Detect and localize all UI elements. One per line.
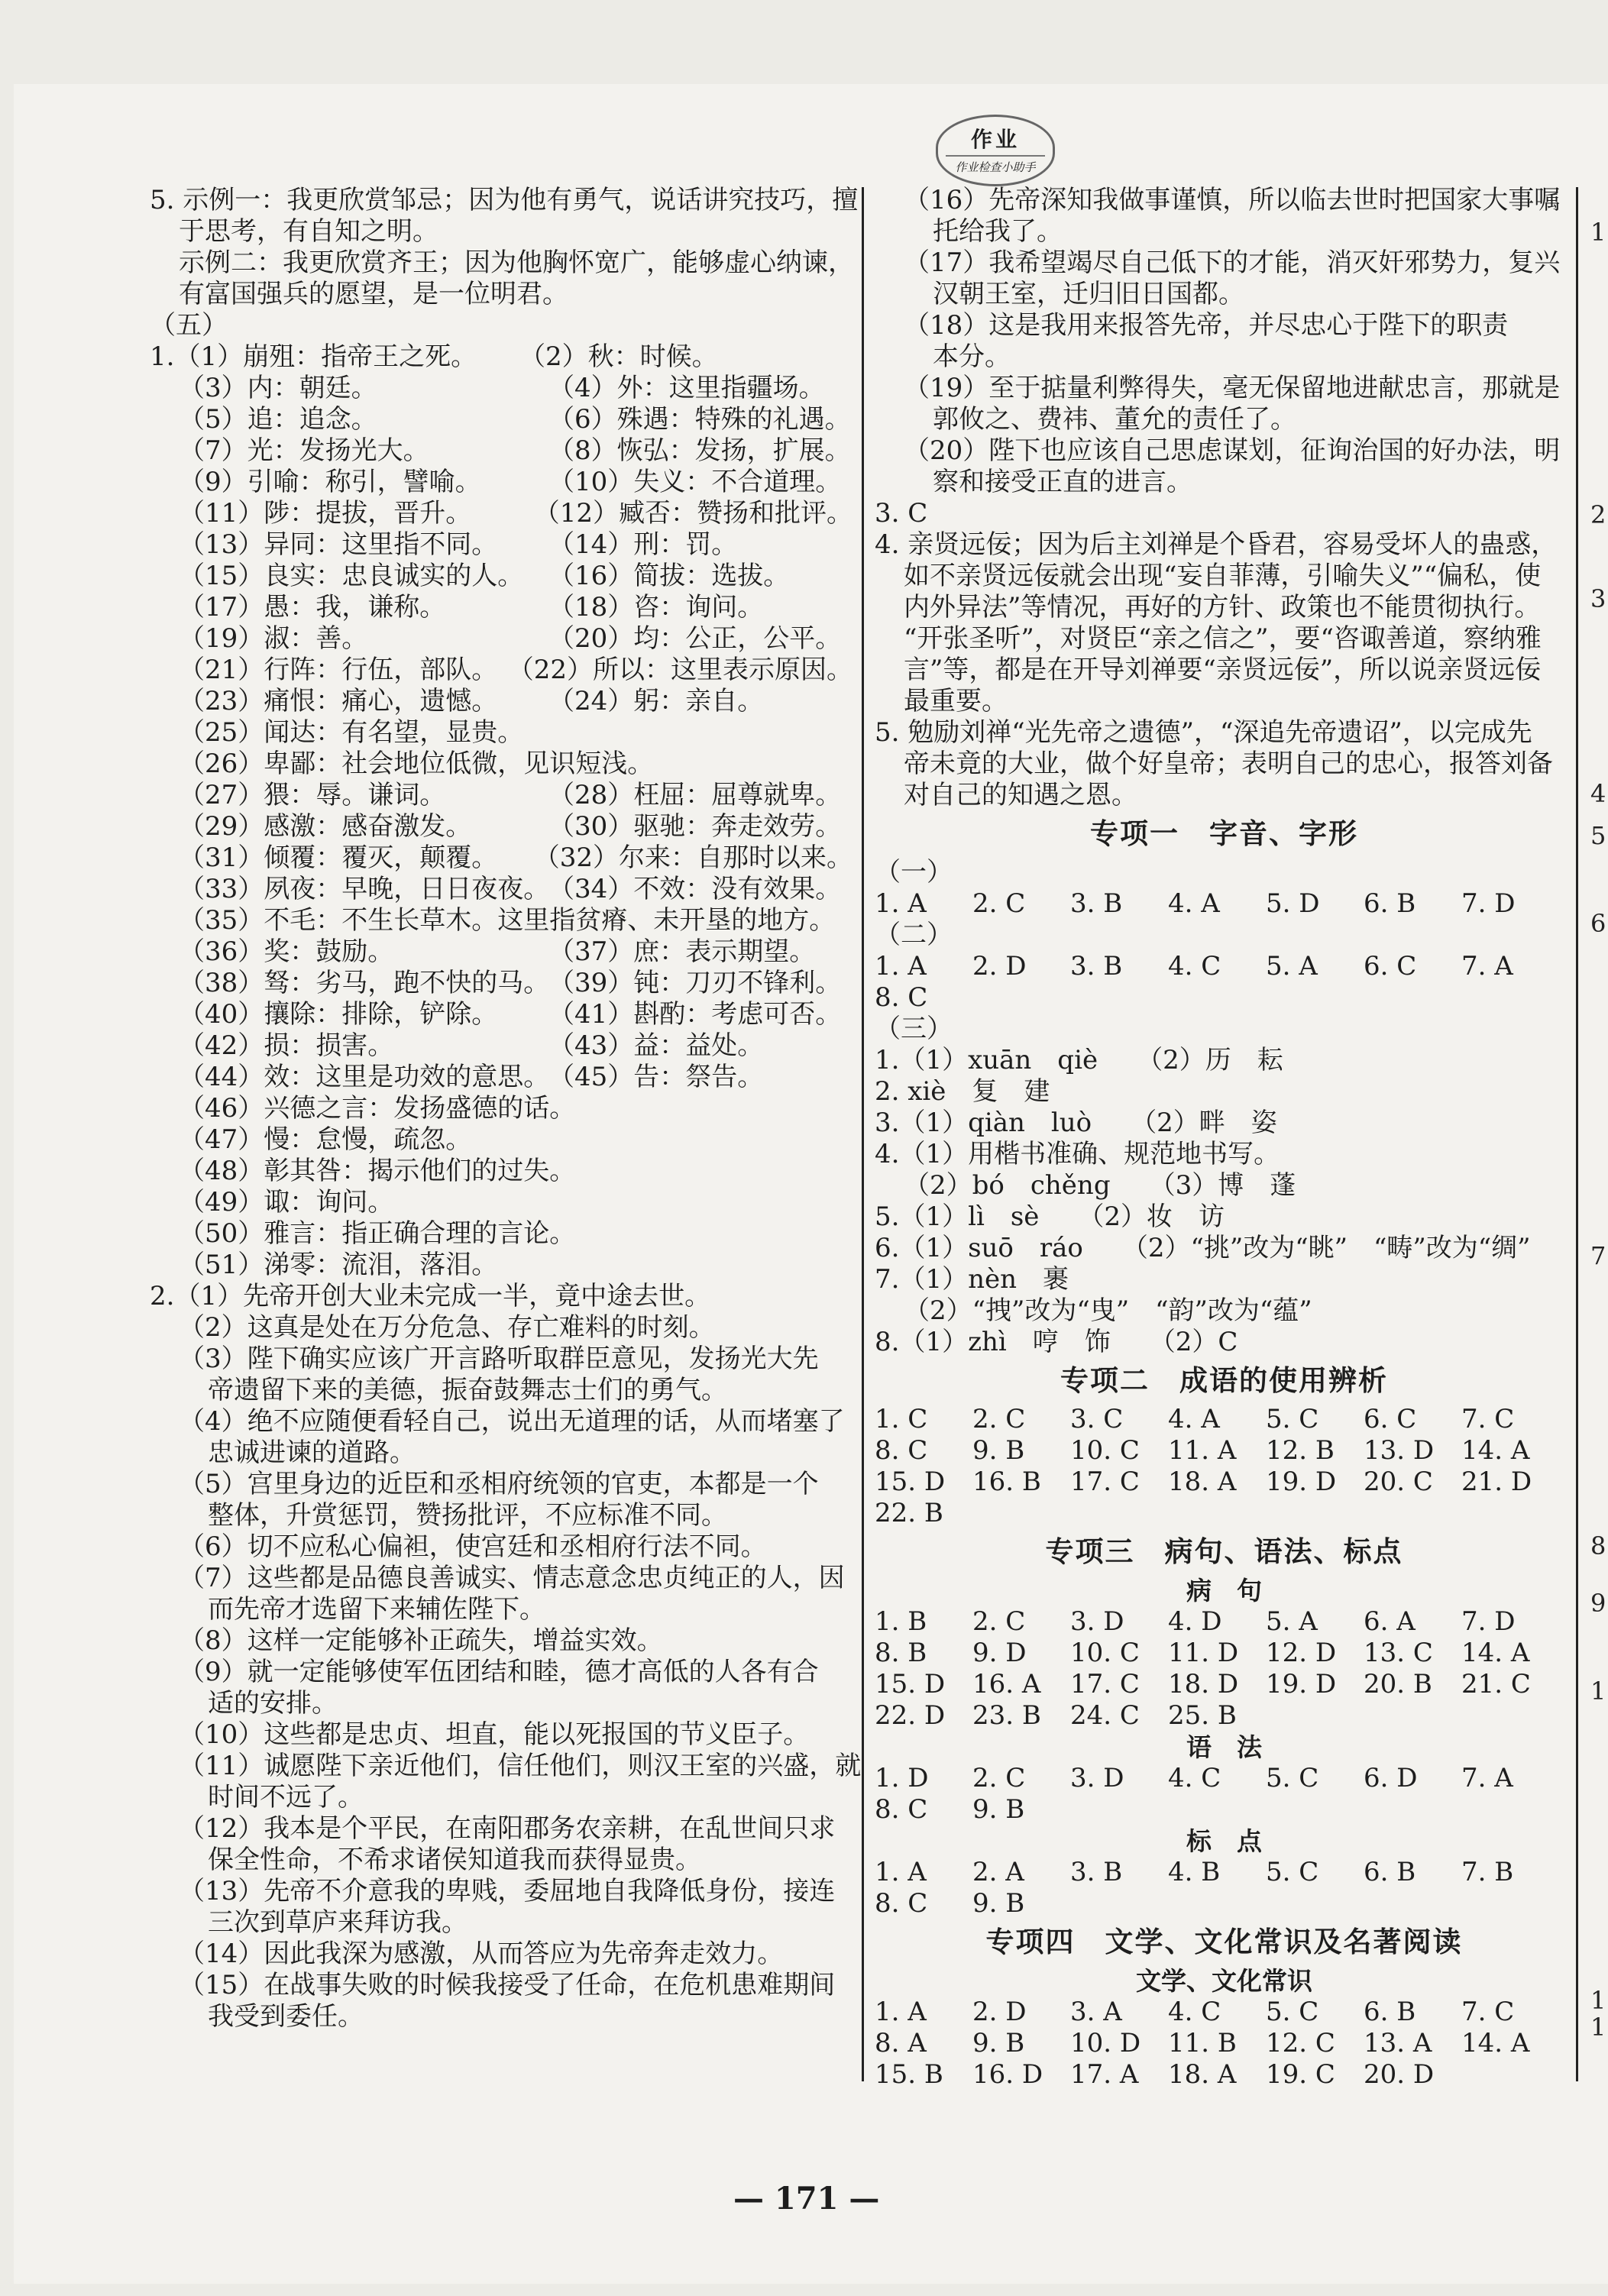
- text-line: 有富国强兵的愿望，是一位明君。: [179, 279, 568, 309]
- answer-item: 1. A: [875, 951, 927, 981]
- text-line: （6）切不应私心偏袒，使宫廷和丞相府行法不同。: [179, 1531, 767, 1562]
- answer-item: 11. A: [1168, 1435, 1237, 1466]
- answer-item: （17）愚：我，谦称。: [179, 592, 446, 623]
- answer-pair: [150, 1062, 853, 1093]
- answer-item: （9）引喻：称引，譬喻。: [179, 467, 481, 497]
- column-divider: [862, 187, 864, 2081]
- answer-pair: [150, 999, 853, 1030]
- text-line: （12）我本是个平民，在南阳郡务农亲耕，在乱世间只求: [179, 1813, 836, 1844]
- text-line: 对自己的知遇之恩。: [904, 780, 1137, 810]
- answer-item: 4. C: [1168, 1763, 1221, 1793]
- answer-item: 15. B: [875, 2059, 943, 2090]
- edge-mark: 9: [1590, 1589, 1606, 1618]
- section-title-2: 专项二 成语的使用辨析: [1060, 1364, 1388, 1397]
- answer-item: 16. A: [972, 1669, 1041, 1699]
- text-line: 时间不远了。: [208, 1782, 364, 1813]
- answer-item: 6. B: [1364, 1857, 1416, 1887]
- answer-item: 4. D: [1168, 1606, 1222, 1637]
- subsection-title: 标 点: [1186, 1826, 1262, 1856]
- answer-item: 2. C: [972, 888, 1026, 919]
- answer-item: 14. A: [1461, 2028, 1530, 2058]
- answer-item: 2. C: [972, 1606, 1026, 1637]
- edge-mark: 1: [1590, 1677, 1606, 1706]
- answer-row: [875, 951, 1574, 982]
- answer-item: 8. A: [875, 2028, 927, 2058]
- text-line: （19）至于掂量利弊得失，毫无保留地进献忠言，那就是: [904, 373, 1561, 403]
- answer-row: [875, 1857, 1574, 1888]
- answer-item: （7）光：发扬光大。: [179, 435, 429, 466]
- answer-pair: [150, 655, 853, 686]
- answer-item: 8. C: [875, 1794, 928, 1825]
- answer-item: （5）追：追念。: [179, 404, 377, 435]
- answer-item: 9. B: [972, 1888, 1025, 1919]
- answer-item: 3. B: [1070, 888, 1123, 919]
- answer-item: （22）所以：这里表示原因。: [507, 655, 853, 685]
- answer-item: 5. C: [1266, 1404, 1319, 1434]
- answer-item: （29）感激：感奋激发。: [179, 811, 472, 842]
- answer-item: （36）奖：鼓励。: [179, 936, 394, 967]
- answer-item: 5. C: [1266, 1763, 1319, 1793]
- answer-item: 20. C: [1364, 1467, 1433, 1497]
- answer-item: （13）异同：这里指不同。: [179, 529, 498, 560]
- answer-item: 13. D: [1364, 1435, 1435, 1466]
- subsection-title: 病 句: [1186, 1576, 1262, 1606]
- answer-pair: [150, 686, 853, 717]
- answer-item: （10）失义：不合道理。: [548, 467, 842, 497]
- answer-item: 3. A: [1070, 1997, 1122, 2027]
- answer-item: （37）庶：表示期望。: [548, 936, 816, 967]
- text-line: （48）彰其咎：揭示他们的过失。: [179, 1156, 576, 1186]
- edge-mark: 1: [1590, 1986, 1606, 2015]
- answer-item: 15. D: [875, 1467, 946, 1497]
- answer-item: 1.（1）崩殂：指帝王之死。: [150, 341, 477, 372]
- text-line: （2）bó chěng （3）博 蓬: [904, 1170, 1296, 1201]
- answer-item: 6. C: [1364, 951, 1417, 981]
- answer-item: 12. B: [1266, 1435, 1335, 1466]
- answer-item: （38）驽：劣马，跑不快的马。: [179, 968, 550, 998]
- answer-item: 20. D: [1364, 2059, 1435, 2090]
- text-line: 郭攸之、费祎、董允的责任了。: [933, 404, 1296, 435]
- answer-item: 12. D: [1266, 1638, 1337, 1668]
- answer-item: 5. C: [1266, 1857, 1319, 1887]
- answer-item: 9. D: [972, 1638, 1027, 1668]
- text-line: （4）绝不应随便看轻自己，说出无道理的话，从而堵塞了: [179, 1406, 845, 1437]
- text-line: （5）宫里身边的近臣和丞相府统领的官吏，本都是一个: [179, 1469, 819, 1499]
- answer-item: 19. D: [1266, 1467, 1337, 1497]
- answer-row: [875, 1404, 1574, 1435]
- text-line: 托给我了。: [933, 216, 1063, 247]
- answer-item: 7. D: [1461, 888, 1516, 919]
- answer-item: （4）外：这里指疆场。: [548, 373, 825, 403]
- answer-item: 1. D: [875, 1763, 929, 1793]
- answer-item: 2. D: [972, 1997, 1027, 2027]
- text-line: （13）先帝不介意我的卑贱，委屈地自我降低身份，接连: [179, 1876, 836, 1906]
- answer-item: 12. C: [1266, 2028, 1335, 2058]
- text-line: 4. 亲贤远佞；因为后主刘禅是个昏君，容易受坏人的蛊惑，: [875, 529, 1558, 560]
- text-line: 察和接受正直的进言。: [933, 467, 1192, 497]
- text-line: 适的安排。: [208, 1688, 338, 1719]
- answer-row: [875, 1997, 1574, 2028]
- answer-item: 20. B: [1364, 1669, 1432, 1699]
- answer-item: 7. C: [1461, 1404, 1515, 1434]
- answer-row: [875, 1638, 1574, 1669]
- answer-item: （32）尔来：自那时以来。: [533, 842, 853, 873]
- answer-item: 7. A: [1461, 951, 1513, 981]
- text-line: “开张圣听”，对贤臣“亲之信之”，要“咨诹善道，察纳雅: [904, 623, 1542, 654]
- left-column: [150, 185, 862, 2032]
- answer-pair: [150, 529, 853, 561]
- edge-mark: 5: [1590, 821, 1606, 850]
- answer-item: 13. C: [1364, 1638, 1433, 1668]
- right-edge-line: [1576, 187, 1578, 2081]
- answer-pair: [150, 498, 853, 529]
- text-line: 5. 勉励刘禅“光先帝之遗德”，“深追先帝遗诏”，以完成先: [875, 717, 1532, 748]
- answer-item: 6. A: [1364, 1606, 1415, 1637]
- text-line: 内外异法”等情况，再好的方针、政策也不能贯彻执行。: [904, 592, 1541, 623]
- edge-mark: 6: [1590, 909, 1606, 938]
- answer-item: 1. A: [875, 1857, 927, 1887]
- text-line: 示例二：我更欣赏齐王；因为他胸怀宽广，能够虚心纳谏，: [179, 247, 854, 278]
- text-line: 如不亲贤远佞就会出现“妄自菲薄，引喻失义”“偏私，使: [904, 561, 1542, 591]
- answer-item: 25. B: [1168, 1700, 1237, 1731]
- section-title-4: 专项四 文学、文化常识及名著阅读: [985, 1926, 1463, 1958]
- answer-item: 17. C: [1070, 1669, 1140, 1699]
- answer-item: 3. B: [1070, 1857, 1123, 1887]
- answer-item: 9. B: [972, 1435, 1025, 1466]
- text-line: 汉朝王室，迁归旧日国都。: [933, 279, 1244, 309]
- answer-row: [875, 2059, 1574, 2091]
- answer-item: 23. B: [972, 1700, 1041, 1731]
- answer-item: （14）刑：罚。: [548, 529, 738, 560]
- text-line: 4.（1）用楷书准确、规范地书写。: [875, 1139, 1280, 1169]
- answer-item: 22. D: [875, 1700, 946, 1731]
- answer-item: 4. B: [1168, 1857, 1221, 1887]
- text-line: 保全性命，不希求诸侯知道我而获得显贵。: [208, 1845, 701, 1875]
- answer-item: （33）夙夜：早晚，日日夜夜。: [179, 874, 550, 904]
- text-line: （15）在战事失败的时候我接受了任命，在危机患难期间: [179, 1970, 836, 2000]
- answer-pair: [150, 936, 853, 968]
- text-line: （五）: [150, 310, 228, 341]
- section-title-3: 专项三 病句、语法、标点: [1045, 1535, 1403, 1568]
- answer-item: （15）良实：忠良诚实的人。: [179, 561, 524, 591]
- answer-pair: [150, 623, 853, 655]
- edge-mark: 2: [1590, 500, 1606, 529]
- answer-item: 3. C: [1070, 1404, 1124, 1434]
- answer-row: [875, 1467, 1574, 1498]
- text-line: （2）这真是处在万分危急、存亡难料的时刻。: [179, 1312, 715, 1343]
- answer-item: 14. A: [1461, 1435, 1530, 1466]
- answer-item: 4. A: [1168, 888, 1220, 919]
- answer-item: 14. A: [1461, 1638, 1530, 1668]
- text-line: 6.（1）suō ráo （2）“挑”改为“眺” “畴”改为“绸”: [875, 1233, 1531, 1263]
- answer-item: （34）不效：没有效果。: [548, 874, 842, 904]
- answer-row: [875, 1763, 1574, 1794]
- answer-item: 8. B: [875, 1638, 927, 1668]
- subsection-title: 文学、文化常识: [1136, 1966, 1312, 1996]
- answer-pair: [150, 780, 853, 811]
- pinyin-answers: [875, 1045, 1574, 1358]
- answer-row: [875, 1435, 1574, 1467]
- text-line: 3.（1）qiàn luò （2）畔 姿: [875, 1108, 1277, 1138]
- answer-item: 21. D: [1461, 1467, 1532, 1497]
- answer-row: [875, 1669, 1574, 1700]
- text-line: （9）就一定能够使军伍团结和睦，德才高低的人各有合: [179, 1657, 819, 1687]
- answer-pair: [150, 373, 853, 404]
- answer-item: （12）臧否：赞扬和批评。: [533, 498, 853, 529]
- right-top-block: [875, 185, 1574, 811]
- answer-pair: [150, 874, 853, 905]
- answer-item: （21）行阵：行伍，部队。: [179, 655, 498, 685]
- answer-item: （24）躬：亲自。: [548, 686, 764, 716]
- page-number: — 171 —: [733, 2181, 880, 2217]
- text-line: 整体，升赏惩罚，赞扬批评，不应标准不同。: [208, 1500, 727, 1531]
- answer-item: 3. D: [1070, 1606, 1124, 1637]
- answer-item: 10. C: [1070, 1435, 1140, 1466]
- answer-item: 7. B: [1461, 1857, 1514, 1887]
- subsection-title: 语 法: [1186, 1732, 1262, 1762]
- edge-mark: 1: [1590, 2013, 1606, 2042]
- text-line: （16）先帝深知我做事谨慎，所以临去世时把国家大事嘱: [904, 185, 1561, 215]
- answer-item: 1. A: [875, 1997, 927, 2027]
- text-line: 而先帝才选留下来辅佐陛下。: [208, 1594, 545, 1625]
- text-line: 帝遗留下来的美德，振奋鼓舞志士们的勇气。: [208, 1375, 727, 1405]
- text-line: 3. C: [875, 498, 928, 529]
- text-line: 三次到草庐来拜访我。: [208, 1907, 468, 1938]
- answer-item: （40）攘除：排除，铲除。: [179, 999, 498, 1030]
- text-line: （17）我希望竭尽自己低下的才能，消灭奸邪势力，复兴: [904, 247, 1561, 278]
- answer-row: [875, 1888, 1574, 1919]
- answer-item: 4. C: [1168, 1997, 1221, 2027]
- answer-item: 11. B: [1168, 2028, 1237, 2058]
- answer-item: （43）益：益处。: [548, 1030, 764, 1061]
- answer-item: 16. B: [972, 1467, 1041, 1497]
- answer-pair: [150, 1030, 853, 1062]
- answer-item: （44）效：这里是功效的意思。: [179, 1062, 550, 1092]
- text-line: 于思考，有自知之明。: [179, 216, 438, 247]
- answer-item: 22. B: [875, 1498, 943, 1528]
- answer-item: （2）秋：时候。: [519, 341, 718, 372]
- answer-item: 5. A: [1266, 1606, 1318, 1637]
- text-line: （35）不毛：不生长草木。这里指贫瘠、未开垦的地方。: [179, 905, 836, 936]
- answer-item: （8）恢弘：发扬，扩展。: [548, 435, 851, 466]
- answer-item: 9. B: [972, 2028, 1025, 2058]
- part-label: （一）: [875, 857, 953, 888]
- text-line: （8）这样一定能够补正疏失，增益实效。: [179, 1625, 663, 1656]
- answer-item: 6. D: [1364, 1763, 1418, 1793]
- answer-item: （42）损：损害。: [179, 1030, 394, 1061]
- answer-pair: [150, 467, 853, 498]
- answer-pair: [150, 341, 853, 373]
- answer-item: （28）枉屈：屈尊就卑。: [548, 780, 842, 810]
- section-title-1: 专项一 字音、字形: [1090, 817, 1358, 850]
- edge-mark: 8: [1590, 1531, 1606, 1560]
- answer-item: 18. A: [1168, 2059, 1237, 2090]
- answer-item: 19. D: [1266, 1669, 1337, 1699]
- answer-row: [875, 2028, 1574, 2059]
- answer-item: 5. A: [1266, 951, 1318, 981]
- answer-pair: [150, 592, 853, 623]
- answer-item: 7. C: [1461, 1997, 1515, 2027]
- text-line: 1.（1）xuān qiè （2）历 耘: [875, 1045, 1283, 1075]
- text-line: （3）陛下确实应该广开言路听取群臣意见，发扬光大先: [179, 1344, 819, 1374]
- answer-pair: [150, 404, 853, 435]
- text-line: （47）慢：怠慢，疏忽。: [179, 1124, 472, 1155]
- text-line: （10）这些都是忠贞、坦直，能以死报国的节义臣子。: [179, 1719, 810, 1750]
- answer-row: [875, 888, 1574, 920]
- answer-item: 24. C: [1070, 1700, 1140, 1731]
- text-line: （20）陛下也应该自己思虑谋划，征询治国的好办法，明: [904, 435, 1561, 466]
- answer-item: 18. A: [1168, 1467, 1237, 1497]
- answer-row: [875, 1606, 1574, 1638]
- answer-item: 17. C: [1070, 1467, 1140, 1497]
- text-line: 8.（1）zhì 哼 饰 （2）C: [875, 1327, 1238, 1357]
- answer-item: 5. D: [1266, 888, 1320, 919]
- edge-mark: 4: [1590, 779, 1606, 808]
- answer-item: 1. C: [875, 1404, 928, 1434]
- answer-item: 10. D: [1070, 2028, 1141, 2058]
- answer-item: 18. D: [1168, 1669, 1239, 1699]
- text-line: 帝未竟的大业，做个好皇帝；表明自己的忠心，报答刘备: [904, 749, 1553, 779]
- answer-item: 13. A: [1364, 2028, 1432, 2058]
- answer-item: （23）痛恨：痛心，遗憾。: [179, 686, 498, 716]
- text-line: 言”等，都是在开导刘禅要“亲贤远佞”，所以说亲贤远佞: [904, 655, 1542, 685]
- answer-pair: [150, 842, 853, 874]
- text-line: 2.（1）先帝开创大业未完成一半，竟中途去世。: [150, 1281, 711, 1311]
- answer-item: （20）均：公正，公平。: [548, 623, 842, 654]
- answer-item: 8. C: [875, 1435, 928, 1466]
- answer-item: （41）斟酌：考虑可否。: [548, 999, 842, 1030]
- answer-pair: [150, 968, 853, 999]
- answer-item: 11. D: [1168, 1638, 1239, 1668]
- answer-item: （39）钝：刀刃不锋利。: [548, 968, 842, 998]
- answer-pair: [150, 435, 853, 467]
- answer-item: （11）陟：提拔，晋升。: [179, 498, 472, 529]
- answer-item: 1. A: [875, 888, 927, 919]
- answer-item: 8. C: [875, 982, 928, 1013]
- part-label: （二）: [875, 920, 953, 950]
- text-line: （7）这些都是品德良善诚实、情志意念忠贞纯正的人，因: [179, 1563, 845, 1593]
- answer-item: 6. B: [1364, 1997, 1416, 2027]
- text-line: （51）涕零：流泪，落泪。: [179, 1250, 498, 1280]
- answer-item: （16）简拔：选拔。: [548, 561, 790, 591]
- answer-item: （45）告：祭告。: [548, 1062, 764, 1092]
- answer-item: （31）倾覆：覆灭，颠覆。: [179, 842, 498, 873]
- answer-item: 2. C: [972, 1763, 1026, 1793]
- answer-item: （6）殊遇：特殊的礼遇。: [548, 404, 851, 435]
- answer-row: [875, 1794, 1574, 1825]
- answer-item: 4. A: [1168, 1404, 1220, 1434]
- watermark-logo: [936, 115, 1055, 186]
- text-line: （18）这是我用来报答先帝，并尽忠心于陛下的职责: [904, 310, 1509, 341]
- answer-item: 10. C: [1070, 1638, 1140, 1668]
- edge-mark: 7: [1590, 1241, 1606, 1270]
- answer-pair: [150, 811, 853, 842]
- text-line: 5. 示例一：我更欣赏邹忌；因为他有勇气，说话讲究技巧，擅: [150, 185, 859, 215]
- text-line: （49）诹：询问。: [179, 1187, 394, 1218]
- answer-item: （18）咨：询问。: [548, 592, 764, 623]
- text-line: 5.（1）lì sè （2）妆 访: [875, 1201, 1225, 1232]
- answer-item: 21. C: [1461, 1669, 1531, 1699]
- answer-item: 9. B: [972, 1794, 1025, 1825]
- answer-row: [875, 1700, 1574, 1732]
- answer-item: 6. C: [1364, 1404, 1417, 1434]
- answer-item: 7. D: [1461, 1606, 1516, 1637]
- answer-item: （27）猥：辱。谦词。: [179, 780, 446, 810]
- answer-item: 6. B: [1364, 888, 1416, 919]
- text-line: （11）诚愿陛下亲近他们，信任他们，则汉王室的兴盛，就: [179, 1751, 862, 1781]
- edge-mark: 1: [1590, 218, 1606, 247]
- answer-item: 15. D: [875, 1669, 946, 1699]
- answer-item: （3）内：朝廷。: [179, 373, 377, 403]
- answer-item: 3. B: [1070, 951, 1123, 981]
- logo-title: 作业: [970, 127, 1020, 152]
- text-line: 忠诚进谏的道路。: [208, 1437, 416, 1468]
- text-line: 我受到委任。: [208, 2001, 364, 2032]
- answer-item: 5. C: [1266, 1997, 1319, 2027]
- answer-item: 1. B: [875, 1606, 927, 1637]
- answer-item: 2. D: [972, 951, 1027, 981]
- answer-pair: [150, 561, 853, 592]
- answer-item: 3. D: [1070, 1763, 1124, 1793]
- logo-subtitle: 作业检查小助手: [946, 155, 1045, 175]
- answer-item: （19）淑：善。: [179, 623, 368, 654]
- text-line: （25）闻达：有名望，显贵。: [179, 717, 524, 748]
- answer-item: 19. C: [1266, 2059, 1335, 2090]
- right-column: [875, 185, 1574, 2091]
- edge-mark: 3: [1590, 584, 1606, 613]
- text-line: 2. xiè 复 建: [875, 1076, 1050, 1107]
- text-line: 最重要。: [904, 686, 1008, 716]
- answer-item: 2. C: [972, 1404, 1026, 1434]
- answer-item: 17. A: [1070, 2059, 1139, 2090]
- text-line: （14）因此我深为感激，从而答应为先帝奔走效力。: [179, 1939, 784, 1969]
- text-line: （2）“拽”改为“曳” “韵”改为“蕴”: [904, 1295, 1312, 1326]
- part-label: （三）: [875, 1014, 953, 1044]
- text-line: 7.（1）nèn 裹: [875, 1264, 1069, 1295]
- answer-item: 16. D: [972, 2059, 1043, 2090]
- answer-item: 4. C: [1168, 951, 1221, 981]
- answer-item: 2. A: [972, 1857, 1024, 1887]
- answer-item: 7. A: [1461, 1763, 1513, 1793]
- text-line: 本分。: [933, 341, 1011, 372]
- text-line: （26）卑鄙：社会地位低微，见识短浅。: [179, 749, 654, 779]
- answer-item: （30）驱驰：奔走效劳。: [548, 811, 842, 842]
- text-line: （46）兴德之言：发扬盛德的话。: [179, 1093, 576, 1124]
- text-line: （50）雅言：指正确合理的言论。: [179, 1218, 576, 1249]
- answer-item: 8. C: [875, 1888, 928, 1919]
